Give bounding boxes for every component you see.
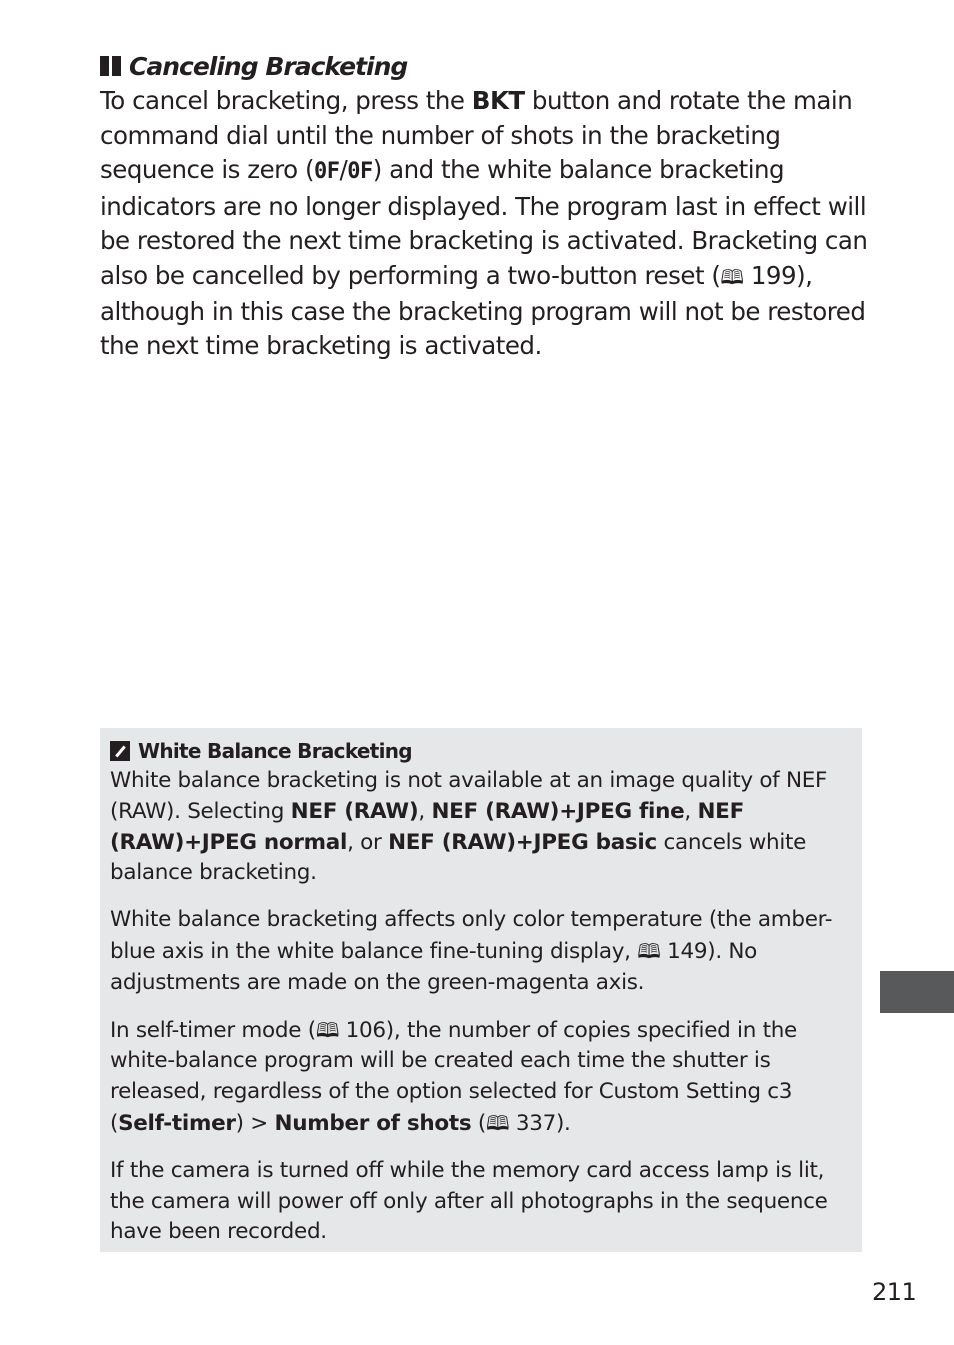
text-run: , [684, 798, 698, 824]
chapter-tab [880, 971, 954, 1013]
lcd-zero-f-display: 0F [314, 159, 340, 185]
page-reference: 149 [667, 938, 708, 964]
note-paragraph: If the camera is turned off while the memory card access lamp is lit, the camera will power off only after all photographs in the sequence have been recorded. [110, 1157, 828, 1245]
note-paragraph [110, 1015, 852, 1140]
text-run: In self-timer mode ( [110, 1017, 316, 1043]
book-reference-icon: 🕮 [720, 264, 744, 289]
section-heading [100, 48, 870, 84]
text-run: ). [555, 1110, 571, 1136]
book-reference-icon: 🕮 [486, 1110, 510, 1135]
text-run: / [339, 155, 348, 185]
option-nef-raw: NEF (RAW) [290, 798, 419, 824]
text-run: To cancel bracketing, press the [100, 86, 472, 115]
note-paragraph [110, 766, 852, 889]
menu-self-timer: Self-timer [118, 1110, 236, 1136]
text-run: , or [347, 829, 389, 855]
note-heading [110, 736, 852, 766]
text-run: White balance bracketing affects only color temperature (the amber-blue axis in the white balance fine-tuning display, [110, 907, 833, 964]
book-reference-icon: 🕮 [637, 938, 661, 963]
note-body [110, 766, 852, 1248]
option-nef-raw-jpeg-basic: NEF (RAW)+JPEG basic [388, 829, 657, 855]
option-nef-raw-jpeg-normal: NEF (RAW)+JPEG normal [110, 798, 744, 855]
text-run: , [418, 798, 432, 824]
page-reference: 337 [515, 1110, 556, 1136]
text-run: ( [471, 1110, 486, 1136]
section-heading-text: Canceling Bracketing [129, 51, 408, 81]
menu-number-of-shots: Number of shots [274, 1110, 472, 1136]
pencil-note-icon [110, 741, 130, 761]
text-run: ), although in this case the bracketing program will not be restored the next time bracketing is activated. [100, 260, 866, 361]
page-reference: 106 [345, 1017, 386, 1043]
text-run: ) > [235, 1110, 275, 1136]
page-number: 211 [872, 1278, 917, 1306]
lcd-zero-f-viewfinder: 0F [347, 159, 373, 185]
text-run: White balance bracketing is not available at an image quality of NEF (RAW). Selecting [110, 768, 828, 824]
text-run: button and rotate the main command dial until the number of shots in the bracketing sequence is zero ( [100, 86, 853, 185]
text-run: cancels white balance bracketing. [110, 829, 807, 886]
section-body [100, 84, 870, 364]
page-reference: 199 [750, 260, 797, 290]
note-paragraph [110, 905, 852, 998]
body-paragraph [100, 84, 870, 364]
text-run: ) and the white balance bracketing indicators are no longer displayed. The program last in effect will be restored the next time bracketing is activated. Bracketing can also be cancelled by performing a two-button reset ( [100, 155, 868, 290]
text-run: ), the number of copies specified in the white-balance program will be created each time the shutter is released, regardless of the option selected for Custom Setting c3 ( [110, 1017, 797, 1136]
text-run: ). No adjustments are made on the green-magenta axis. [110, 938, 758, 995]
white-balance-bracketing-note [100, 728, 862, 1252]
note-heading-text: White Balance Bracketing [138, 739, 412, 763]
option-nef-raw-jpeg-fine: NEF (RAW)+JPEG fine [431, 798, 685, 824]
bkt-button-label: BKT [471, 86, 525, 115]
canceling-bracketing-section [100, 48, 870, 364]
book-reference-icon: 🕮 [315, 1017, 340, 1042]
section-marker-icon [100, 56, 121, 76]
